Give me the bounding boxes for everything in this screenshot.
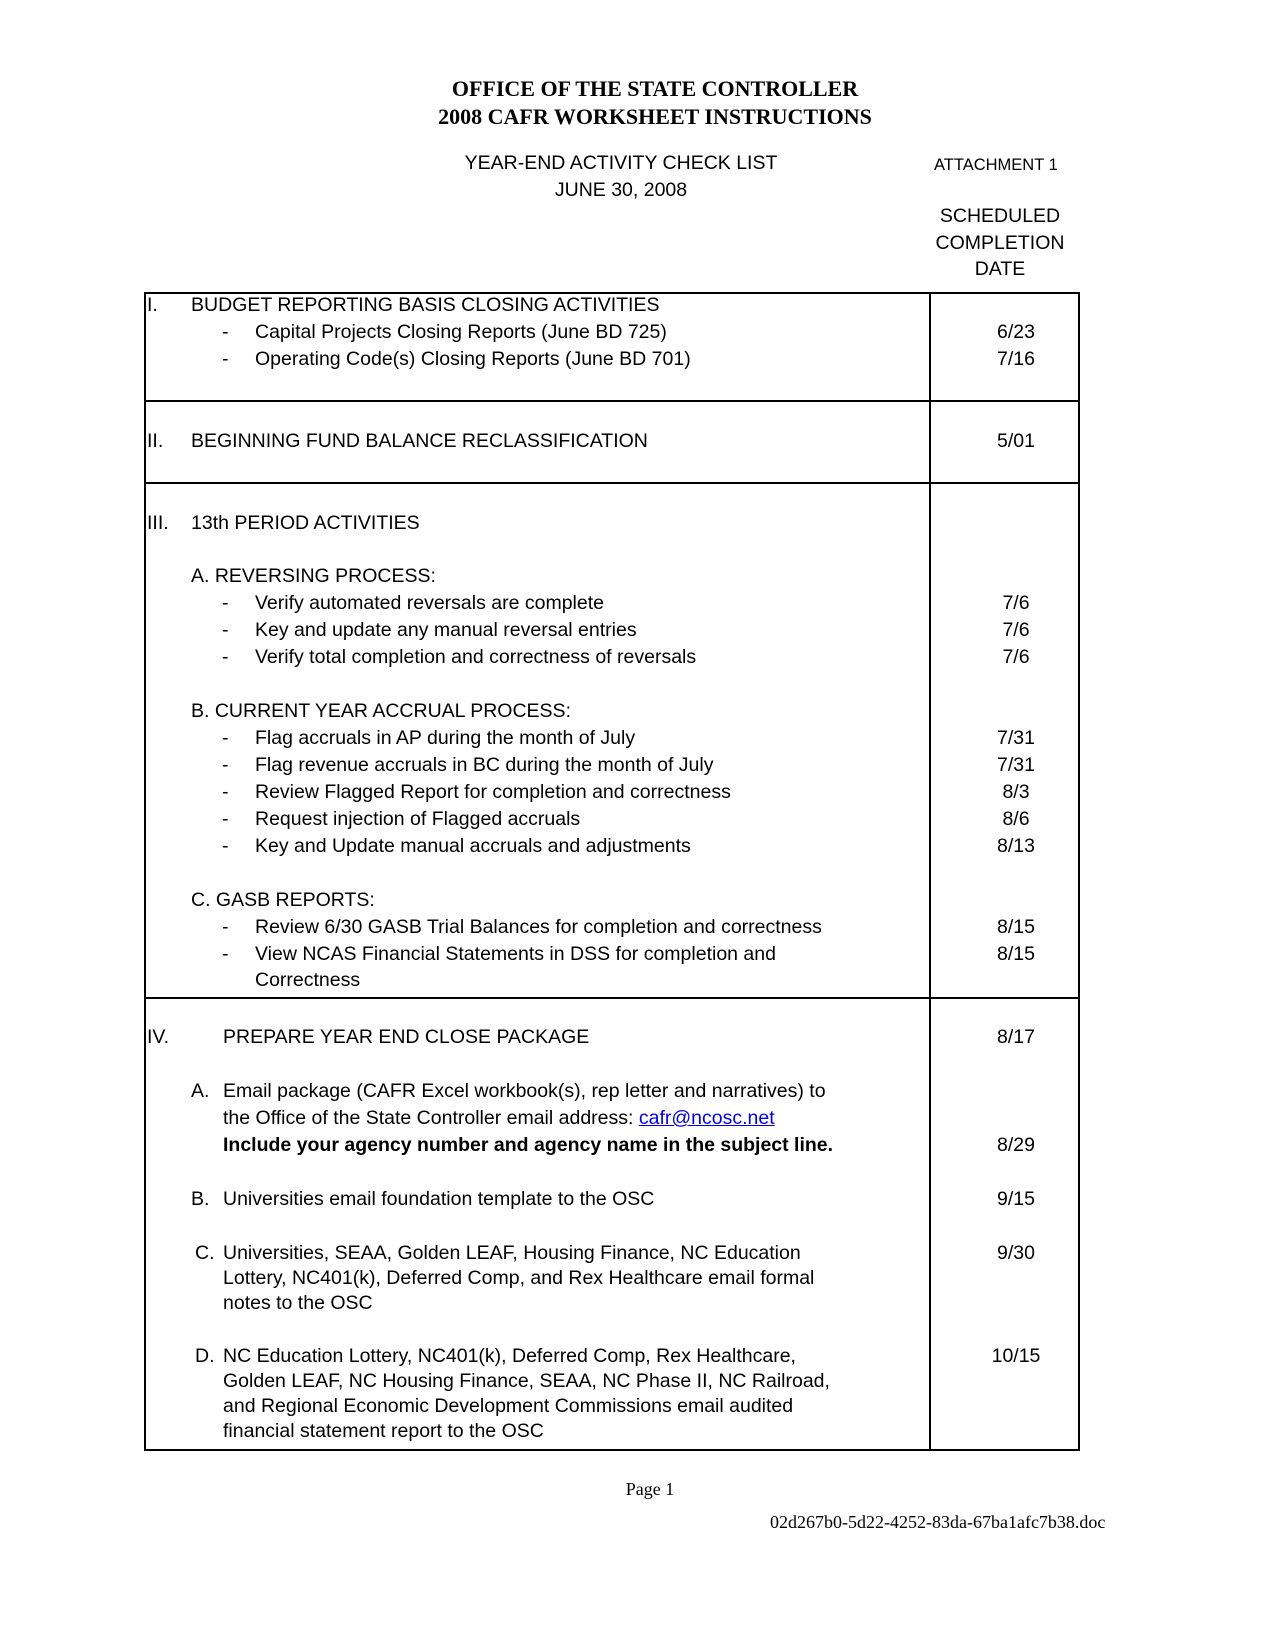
dash-bullet: - — [222, 619, 229, 641]
item-letter: D. — [195, 1345, 215, 1367]
list-item: Review 6/30 GASB Trial Balances for completion and correctness — [255, 916, 822, 938]
list-item: Universities, SEAA, Golden LEAF, Housing Finance, NC Education — [223, 1242, 801, 1264]
list-item-line: Lottery, NC401(k), Deferred Comp, and Rex Healthcare email formal — [223, 1267, 815, 1289]
completion-date: 8/13 — [997, 835, 1035, 857]
completion-date: 5/01 — [997, 430, 1035, 452]
table-border-bottom — [144, 1449, 1080, 1451]
column-header-line1: SCHEDULED — [939, 205, 1061, 227]
section-divider — [144, 482, 1080, 484]
list-item-line: and Regional Economic Development Commissions email audited — [223, 1395, 794, 1417]
list-item: Flag accruals in AP during the month of July — [255, 727, 636, 749]
completion-date: 7/6 — [1002, 646, 1030, 668]
table-column-divider — [929, 292, 931, 1451]
dash-bullet: - — [222, 835, 229, 857]
completion-date: 9/15 — [997, 1188, 1035, 1210]
list-item: Verify total completion and correctness of reversals — [255, 646, 697, 668]
section-title: 13th PERIOD ACTIVITIES — [191, 512, 420, 534]
section-title: PREPARE YEAR END CLOSE PACKAGE — [223, 1026, 590, 1048]
list-item-line: notes to the OSC — [223, 1292, 373, 1314]
completion-date: 7/31 — [997, 754, 1035, 776]
subsection-heading: B. CURRENT YEAR ACCRUAL PROCESS: — [191, 700, 571, 722]
completion-date: 10/15 — [991, 1345, 1041, 1367]
completion-date: 7/6 — [1002, 592, 1030, 614]
list-item: Flag revenue accruals in BC during the month of July — [255, 754, 714, 776]
list-item-continuation: Correctness — [255, 969, 361, 991]
completion-date: 6/23 — [997, 321, 1035, 343]
completion-date: 8/3 — [1002, 781, 1030, 803]
section-title: BUDGET REPORTING BASIS CLOSING ACTIVITIES — [191, 294, 660, 316]
list-item: Capital Projects Closing Reports (June BD 725) — [255, 321, 667, 343]
dash-bullet: - — [222, 943, 229, 965]
list-item-line — [223, 1105, 775, 1131]
completion-date: 9/30 — [997, 1242, 1035, 1264]
dash-bullet: - — [222, 808, 229, 830]
item-letter: B. — [191, 1188, 210, 1210]
dash-bullet: - — [222, 754, 229, 776]
list-item: View NCAS Financial Statements in DSS for completion and — [255, 943, 776, 965]
completion-date: 7/6 — [1002, 619, 1030, 641]
list-item: Universities email foundation template to the OSC — [223, 1188, 655, 1210]
completion-date: 8/15 — [997, 916, 1035, 938]
list-item: Key and Update manual accruals and adjustments — [255, 835, 691, 857]
section-title: BEGINNING FUND BALANCE RECLASSIFICATION — [191, 430, 648, 452]
list-item: Operating Code(s) Closing Reports (June BD 701) — [255, 348, 691, 370]
dash-bullet: - — [222, 646, 229, 668]
email-instruction-text: the Office of the State Controller email address: — [223, 1107, 639, 1129]
completion-date: 8/17 — [997, 1026, 1035, 1048]
column-header-line2: COMPLETION — [935, 232, 1065, 254]
section-divider — [144, 400, 1080, 402]
completion-date: 7/16 — [997, 348, 1035, 370]
section-number: III. — [147, 512, 169, 534]
column-header-line3: DATE — [974, 258, 1026, 280]
attachment-label: ATTACHMENT 1 — [934, 156, 1058, 174]
email-link[interactable]: cafr@ncosc.net — [638, 1107, 775, 1129]
dash-bullet: - — [222, 348, 229, 370]
completion-date: 7/31 — [997, 727, 1035, 749]
section-divider — [144, 997, 1080, 999]
dash-bullet: - — [222, 916, 229, 938]
list-item: Request injection of Flagged accruals — [255, 808, 581, 830]
dash-bullet: - — [222, 727, 229, 749]
bold-instruction: Include your agency number and agency name in the subject line. — [223, 1134, 834, 1156]
item-letter: A. — [191, 1080, 210, 1102]
dash-bullet: - — [222, 321, 229, 343]
list-item: Key and update any manual reversal entries — [255, 619, 637, 641]
document-title-line1: OFFICE OF THE STATE CONTROLLER — [451, 76, 859, 101]
list-item: Verify automated reversals are complete — [255, 592, 605, 614]
checklist-title: YEAR-END ACTIVITY CHECK LIST — [464, 152, 778, 174]
completion-date: 8/15 — [997, 943, 1035, 965]
subject-line-instruction — [223, 1132, 833, 1158]
completion-date: 8/29 — [997, 1134, 1035, 1156]
list-item: Review Flagged Report for completion and correctness — [255, 781, 731, 803]
section-number: IV. — [147, 1026, 170, 1048]
checklist-date: JUNE 30, 2008 — [554, 179, 688, 201]
document-filename: 02d267b0-5d22-4252-83da-67ba1afc7b38.doc — [770, 1512, 1106, 1532]
list-item: NC Education Lottery, NC401(k), Deferred Comp, Rex Healthcare, — [223, 1345, 796, 1367]
dash-bullet: - — [222, 781, 229, 803]
document-title-line2: 2008 CAFR WORKSHEET INSTRUCTIONS — [438, 104, 872, 129]
subsection-heading: A. REVERSING PROCESS: — [191, 565, 436, 587]
completion-date: 8/6 — [1002, 808, 1030, 830]
list-item-line: Golden LEAF, NC Housing Finance, SEAA, NC Phase II, NC Railroad, — [223, 1370, 830, 1392]
section-number: II. — [147, 430, 164, 452]
list-item: Email package (CAFR Excel workbook(s), rep letter and narratives) to — [223, 1080, 826, 1102]
page-number: Page 1 — [625, 1479, 675, 1499]
section-number: I. — [147, 294, 158, 316]
list-item-line: financial statement report to the OSC — [223, 1420, 544, 1442]
subsection-heading: C. GASB REPORTS: — [191, 889, 375, 911]
table-border-left — [144, 292, 146, 1451]
dash-bullet: - — [222, 592, 229, 614]
item-letter: C. — [195, 1242, 215, 1264]
table-border-right — [1078, 292, 1080, 1451]
